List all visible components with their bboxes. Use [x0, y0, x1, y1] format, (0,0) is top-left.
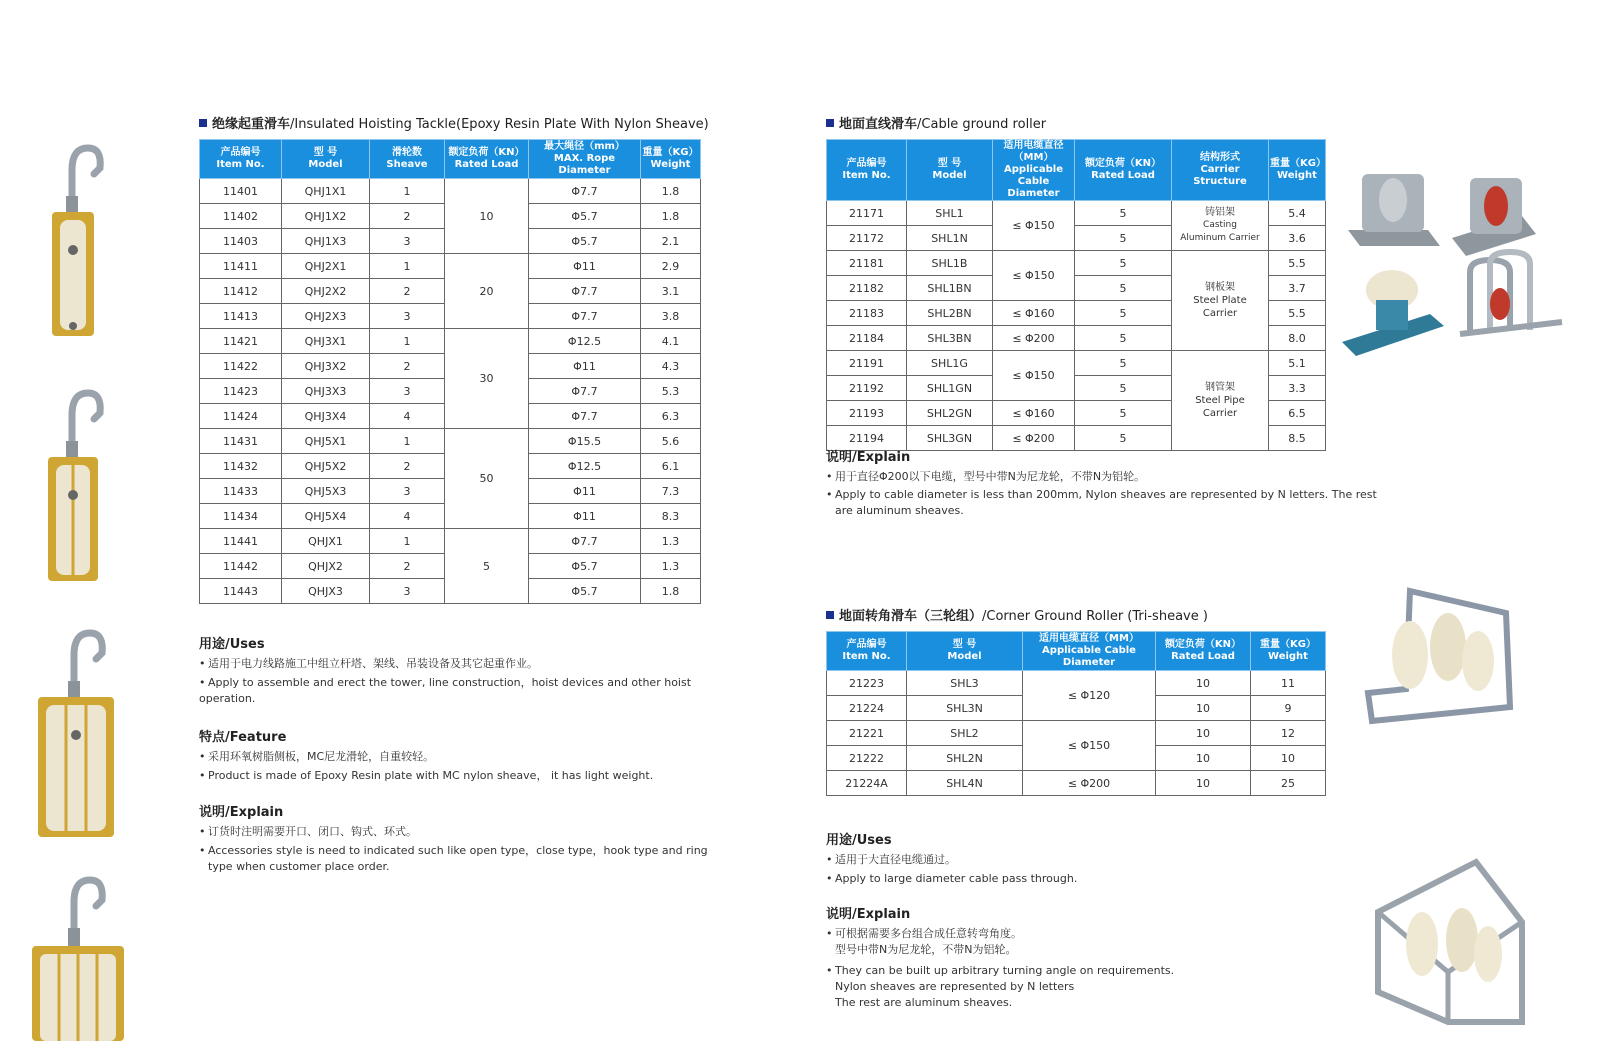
- table-cell: QHJ1X3: [282, 229, 370, 254]
- right-bottom-section-title: 地面转角滑车（三轮组）/Corner Ground Roller (Tri-sheave ): [826, 605, 1208, 624]
- explain-cn: • 用于直径Φ200以下电缆，型号中带N为尼龙轮，不带N为铝轮。: [826, 470, 1146, 483]
- table-cell: 1.8: [641, 179, 701, 204]
- table-row: [200, 429, 701, 454]
- table-cell: 21171: [827, 201, 907, 226]
- hook-pulley-3-icon: [28, 625, 128, 845]
- column-header-cn: 额定负荷（KN）: [1164, 639, 1242, 650]
- cable-diameter-cell: ≤ Φ150: [993, 351, 1075, 401]
- carrier-structure-en: Steel Pipe Carrier: [1195, 395, 1245, 419]
- left-notes: [199, 633, 719, 875]
- title-marker-icon: [199, 119, 207, 127]
- table-cell: SHL2N: [907, 746, 1023, 771]
- uses-cn: • 适用于大直径电缆通过。: [826, 853, 956, 866]
- column-header-cn: 重量（KG）: [642, 147, 699, 158]
- table-cell: Φ5.7: [529, 204, 641, 229]
- table-cell: 3.1: [641, 279, 701, 304]
- table-cell: 8.5: [1269, 426, 1326, 451]
- table-cell: QHJ2X1: [282, 254, 370, 279]
- table-cell: Φ7.7: [529, 279, 641, 304]
- corner-roller-icon: [1360, 585, 1520, 730]
- table-cell: 3: [370, 379, 445, 404]
- table-cell: QHJ1X2: [282, 204, 370, 229]
- table-cell: 10: [1156, 721, 1251, 746]
- column-header-cn: 重量（KG）: [1260, 639, 1316, 650]
- column-header-en: Model: [308, 159, 343, 170]
- column-header-en: Applicable Cable Diameter: [1042, 645, 1136, 668]
- explain-en: • Apply to cable diameter is less than 200mm, Nylon sheaves are represented by N letters. The rest are aluminum sheaves.: [826, 488, 1377, 517]
- table-cell: 5: [1075, 401, 1172, 426]
- explain-cn: • 订货时注明需要开口、闭口、钩式、环式。: [199, 825, 417, 838]
- table-row: [827, 351, 1326, 376]
- table-cell: 3.7: [1269, 276, 1326, 301]
- table-cell: 1: [370, 329, 445, 354]
- table-cell: 21223: [827, 671, 907, 696]
- uses-heading: 用途/Uses: [826, 833, 892, 848]
- table-cell: 2: [370, 354, 445, 379]
- ground-roller-icon: [1340, 160, 1565, 370]
- table-cell: SHL1N: [907, 226, 993, 251]
- column-header: [1023, 632, 1156, 671]
- table-cell: 10: [1156, 771, 1251, 796]
- column-header-cn: 产品编号: [846, 639, 887, 650]
- table-cell: SHL1GN: [907, 376, 993, 401]
- corner-roller-2-icon: [1358, 852, 1533, 1027]
- cable-diameter-cell: ≤ Φ160: [993, 301, 1075, 326]
- column-header: [1269, 140, 1326, 201]
- table-cell: QHJ1X1: [282, 179, 370, 204]
- table-cell: Φ11: [529, 254, 641, 279]
- table-cell: QHJ5X2: [282, 454, 370, 479]
- table-cell: 11: [1251, 671, 1326, 696]
- table-cell: 21194: [827, 426, 907, 451]
- table-cell: 6.3: [641, 404, 701, 429]
- explain-cn-1: • 可根据需要多台组合成任意转弯角度。: [826, 927, 1022, 940]
- right-top-notes: [826, 446, 1386, 519]
- table-cell: 11433: [200, 479, 282, 504]
- table-cell: Φ12.5: [529, 454, 641, 479]
- table-cell: Φ5.7: [529, 229, 641, 254]
- table-cell: 25: [1251, 771, 1326, 796]
- table-cell: 5.5: [1269, 251, 1326, 276]
- ground-roller-table: [826, 139, 1326, 451]
- explain-en-3: The rest are aluminum sheaves.: [835, 996, 1013, 1009]
- table-cell: Φ11: [529, 354, 641, 379]
- table-row: [827, 721, 1326, 746]
- table-cell: 11432: [200, 454, 282, 479]
- column-header-cn: 重量（KG）: [1270, 158, 1326, 169]
- table-cell: 11422: [200, 354, 282, 379]
- table-cell: 10: [1156, 671, 1251, 696]
- table-cell: 7.3: [641, 479, 701, 504]
- table-cell: 2: [370, 554, 445, 579]
- table-cell: 5: [1075, 251, 1172, 276]
- table-cell: 12: [1251, 721, 1326, 746]
- column-header-en: Weight: [1268, 651, 1308, 662]
- explain-en-1: • They can be built up arbitrary turning angle on requirements.: [826, 964, 1175, 977]
- table-cell: 1.8: [641, 204, 701, 229]
- table-cell: Φ7.7: [529, 304, 641, 329]
- table-cell: Φ7.7: [529, 529, 641, 554]
- cable-diameter-cell: ≤ Φ150: [993, 251, 1075, 301]
- column-header-cn: 结构形式: [1200, 152, 1240, 163]
- explain-heading: 说明/Explain: [826, 450, 911, 465]
- table-cell: 2: [370, 279, 445, 304]
- table-row: [827, 771, 1326, 796]
- table-cell: 1: [370, 529, 445, 554]
- table-cell: 1: [370, 254, 445, 279]
- column-header-cn: 适用电缆直径（MM）: [1003, 140, 1064, 163]
- column-header-cn: 型 号: [952, 639, 977, 650]
- column-header: [445, 140, 529, 179]
- rated-load-cell: 20: [445, 254, 529, 329]
- carrier-structure-cell: [1172, 201, 1269, 251]
- table-cell: SHL4N: [907, 771, 1023, 796]
- table-cell: 3.3: [1269, 376, 1326, 401]
- table-cell: 8.0: [1269, 326, 1326, 351]
- column-header-en: Weight: [650, 159, 691, 170]
- table-cell: 21224A: [827, 771, 907, 796]
- column-header-en: Carrier Structure: [1193, 164, 1247, 187]
- carrier-structure-en: Casting Aluminum Carrier: [1180, 220, 1260, 243]
- table-cell: 5.1: [1269, 351, 1326, 376]
- table-cell: 4.1: [641, 329, 701, 354]
- table-cell: 5: [1075, 276, 1172, 301]
- column-header-en: Item No.: [842, 170, 891, 181]
- column-header-cn: 额定负荷（KN）: [1084, 158, 1162, 169]
- cable-diameter-cell: ≤ Φ200: [993, 426, 1075, 451]
- table-cell: 1.8: [641, 579, 701, 604]
- table-cell: 10: [1251, 746, 1326, 771]
- column-header: [907, 140, 993, 201]
- table-cell: Φ5.7: [529, 554, 641, 579]
- table-cell: Φ7.7: [529, 379, 641, 404]
- table-row: [827, 671, 1326, 696]
- table-row: [200, 529, 701, 554]
- column-header-en: Item No.: [216, 159, 265, 170]
- carrier-structure-cn: 钢板架: [1205, 282, 1235, 293]
- table-cell: SHL1G: [907, 351, 993, 376]
- title-marker-icon: [826, 119, 834, 127]
- table-cell: 10: [1156, 746, 1251, 771]
- table-row: [200, 254, 701, 279]
- table-cell: 9: [1251, 696, 1326, 721]
- table-cell: QHJ3X3: [282, 379, 370, 404]
- table-cell: SHL2: [907, 721, 1023, 746]
- left-section-title: 绝缘起重滑车/Insulated Hoisting Tackle(Epoxy Resin Plate With Nylon Sheave): [199, 113, 709, 132]
- carrier-structure-cell: [1172, 351, 1269, 451]
- table-cell: QHJ2X2: [282, 279, 370, 304]
- explain-en: • Accessories style is need to indicated such like open type，close type，hook type and ring type when customer place order.: [199, 844, 708, 873]
- column-header-en: Applicable Cable Diameter: [1004, 164, 1063, 199]
- rated-load-cell: 50: [445, 429, 529, 529]
- hoisting-tackle-table: [199, 139, 701, 604]
- column-header-cn: 额定负荷（KN）: [448, 147, 525, 158]
- rated-load-cell: 30: [445, 329, 529, 429]
- table-cell: 11411: [200, 254, 282, 279]
- table-cell: 3: [370, 479, 445, 504]
- table-row: [200, 179, 701, 204]
- column-header: [1156, 632, 1251, 671]
- table-cell: 21221: [827, 721, 907, 746]
- table-cell: 10: [1156, 696, 1251, 721]
- table-cell: 5: [1075, 376, 1172, 401]
- table-cell: Φ7.7: [529, 179, 641, 204]
- table-cell: Φ15.5: [529, 429, 641, 454]
- column-header-cn: 型 号: [313, 147, 338, 158]
- table-cell: 1.3: [641, 554, 701, 579]
- uses-en: • Apply to large diameter cable pass through.: [826, 872, 1078, 885]
- table-cell: 11434: [200, 504, 282, 529]
- table-cell: 5: [1075, 351, 1172, 376]
- table-cell: 3: [370, 304, 445, 329]
- table-cell: 2.9: [641, 254, 701, 279]
- column-header-en: Item No.: [842, 651, 891, 662]
- uses-en: • Apply to assemble and erect the tower, line construction，hoist devices and other hoist operation.: [199, 676, 692, 705]
- table-cell: 11401: [200, 179, 282, 204]
- table-cell: QHJ3X4: [282, 404, 370, 429]
- table-cell: SHL1BN: [907, 276, 993, 301]
- carrier-structure-cn: 铸铝架: [1205, 207, 1235, 218]
- table-cell: Φ7.7: [529, 404, 641, 429]
- table-cell: 3.8: [641, 304, 701, 329]
- table-cell: 5: [1075, 301, 1172, 326]
- column-header: [529, 140, 641, 179]
- table-cell: 2.1: [641, 229, 701, 254]
- table-cell: 11441: [200, 529, 282, 554]
- hook-pulley-4-icon: [28, 872, 138, 1041]
- column-header: [827, 632, 907, 671]
- rated-load-cell: 5: [445, 529, 529, 604]
- table-cell: 6.5: [1269, 401, 1326, 426]
- explain-en-2: Nylon sheaves are represented by N letters: [835, 980, 1075, 993]
- table-cell: 5.6: [641, 429, 701, 454]
- hook-pulley-2-icon: [30, 385, 120, 585]
- cable-diameter-cell: ≤ Φ200: [993, 326, 1075, 351]
- table-cell: QHJ5X3: [282, 479, 370, 504]
- table-cell: 4: [370, 504, 445, 529]
- column-header-en: Sheave: [386, 159, 428, 170]
- column-header-en: Rated Load: [454, 159, 519, 170]
- table-cell: QHJX2: [282, 554, 370, 579]
- table-cell: 21183: [827, 301, 907, 326]
- right-bottom-notes: [826, 829, 1226, 1011]
- table-cell: QHJ5X4: [282, 504, 370, 529]
- column-header: [1075, 140, 1172, 201]
- carrier-structure-cn: 钢管架: [1205, 382, 1235, 393]
- table-cell: SHL1B: [907, 251, 993, 276]
- table-row: [200, 329, 701, 354]
- table-cell: Φ5.7: [529, 579, 641, 604]
- column-header: [370, 140, 445, 179]
- table-cell: QHJX3: [282, 579, 370, 604]
- carrier-structure-en: Steel Plate Carrier: [1193, 295, 1247, 319]
- hook-pulley-1-icon: [30, 140, 120, 340]
- column-header-cn: 滑轮数: [392, 147, 422, 158]
- table-cell: 11413: [200, 304, 282, 329]
- table-cell: 6.1: [641, 454, 701, 479]
- table-row: [827, 251, 1326, 276]
- table-cell: 2: [370, 454, 445, 479]
- table-cell: 1: [370, 429, 445, 454]
- table-cell: 5.3: [641, 379, 701, 404]
- table-cell: 21184: [827, 326, 907, 351]
- column-header-en: Weight: [1277, 170, 1317, 181]
- cable-diameter-cell: ≤ Φ200: [1023, 771, 1156, 796]
- column-header: [641, 140, 701, 179]
- column-header-en: Rated Load: [1091, 170, 1155, 181]
- uses-cn: • 适用于电力线路施工中组立杆塔、架线、吊装设备及其它起重作业。: [199, 657, 538, 670]
- table-cell: 2: [370, 204, 445, 229]
- table-cell: Φ11: [529, 504, 641, 529]
- table-cell: 11402: [200, 204, 282, 229]
- column-header-en: Rated Load: [1171, 651, 1235, 662]
- column-header-cn: 最大绳径（mm）: [544, 141, 625, 152]
- table-cell: 21182: [827, 276, 907, 301]
- column-header-cn: 产品编号: [846, 158, 887, 169]
- table-cell: 5: [1075, 226, 1172, 251]
- table-cell: 21172: [827, 226, 907, 251]
- column-header: [907, 632, 1023, 671]
- table-cell: 4.3: [641, 354, 701, 379]
- cable-diameter-cell: ≤ Φ150: [1023, 721, 1156, 771]
- table-cell: 11412: [200, 279, 282, 304]
- title-marker-icon: [826, 611, 834, 619]
- table-cell: QHJ3X2: [282, 354, 370, 379]
- table-row: [827, 201, 1326, 226]
- table-cell: 11423: [200, 379, 282, 404]
- rated-load-cell: 10: [445, 179, 529, 254]
- table-cell: SHL3: [907, 671, 1023, 696]
- table-cell: 5: [1075, 326, 1172, 351]
- column-header-cn: 产品编号: [220, 147, 261, 158]
- table-cell: 8.3: [641, 504, 701, 529]
- table-cell: 21193: [827, 401, 907, 426]
- table-cell: 21181: [827, 251, 907, 276]
- column-header-cn: 型 号: [937, 158, 962, 169]
- explain-heading: 说明/Explain: [199, 805, 284, 820]
- column-header-en: Model: [932, 170, 967, 181]
- column-header: [827, 140, 907, 201]
- table-cell: SHL2BN: [907, 301, 993, 326]
- table-cell: Φ11: [529, 479, 641, 504]
- carrier-structure-cell: [1172, 251, 1269, 351]
- feature-en: • Product is made of Epoxy Resin plate with MC nylon sheave， it has light weight.: [199, 769, 654, 782]
- table-cell: 11424: [200, 404, 282, 429]
- table-cell: QHJX1: [282, 529, 370, 554]
- column-header: [200, 140, 282, 179]
- table-cell: Φ12.5: [529, 329, 641, 354]
- table-cell: 5.5: [1269, 301, 1326, 326]
- column-header: [282, 140, 370, 179]
- table-cell: 3.6: [1269, 226, 1326, 251]
- table-cell: 11421: [200, 329, 282, 354]
- table-cell: SHL3BN: [907, 326, 993, 351]
- table-cell: 5.4: [1269, 201, 1326, 226]
- table-cell: 11431: [200, 429, 282, 454]
- column-header-cn: 适用电缆直径（MM）: [1039, 633, 1139, 644]
- table-cell: 21224: [827, 696, 907, 721]
- feature-heading: 特点/Feature: [199, 730, 287, 745]
- column-header: [1172, 140, 1269, 201]
- table-cell: 21191: [827, 351, 907, 376]
- table-cell: 5: [1075, 201, 1172, 226]
- corner-roller-table: [826, 631, 1326, 796]
- table-cell: 4: [370, 404, 445, 429]
- table-cell: SHL3N: [907, 696, 1023, 721]
- table-cell: 5: [1075, 426, 1172, 451]
- table-cell: 3: [370, 579, 445, 604]
- table-cell: SHL3GN: [907, 426, 993, 451]
- cable-diameter-cell: ≤ Φ150: [993, 201, 1075, 251]
- column-header: [1251, 632, 1326, 671]
- table-cell: 1: [370, 179, 445, 204]
- column-header-en: MAX. Rope Diameter: [553, 153, 616, 176]
- table-cell: 21192: [827, 376, 907, 401]
- table-cell: QHJ3X1: [282, 329, 370, 354]
- table-cell: QHJ5X1: [282, 429, 370, 454]
- cable-diameter-cell: ≤ Φ160: [993, 401, 1075, 426]
- table-cell: 3: [370, 229, 445, 254]
- explain-heading: 说明/Explain: [826, 907, 911, 922]
- table-cell: 1.3: [641, 529, 701, 554]
- column-header: [993, 140, 1075, 201]
- column-header-en: Model: [947, 651, 982, 662]
- uses-heading: 用途/Uses: [199, 637, 265, 652]
- explain-cn-2: 型号中带N为尼龙轮，不带N为铝轮。: [835, 943, 1017, 956]
- table-cell: SHL1: [907, 201, 993, 226]
- table-cell: QHJ2X3: [282, 304, 370, 329]
- table-cell: 11443: [200, 579, 282, 604]
- table-cell: 21222: [827, 746, 907, 771]
- table-cell: 11403: [200, 229, 282, 254]
- table-cell: 11442: [200, 554, 282, 579]
- cable-diameter-cell: ≤ Φ120: [1023, 671, 1156, 721]
- feature-cn: • 采用环氧树脂侧板，MC尼龙滑轮，自重较轻。: [199, 750, 435, 763]
- right-top-section-title: 地面直线滑车/Cable ground roller: [826, 113, 1046, 132]
- table-cell: SHL2GN: [907, 401, 993, 426]
